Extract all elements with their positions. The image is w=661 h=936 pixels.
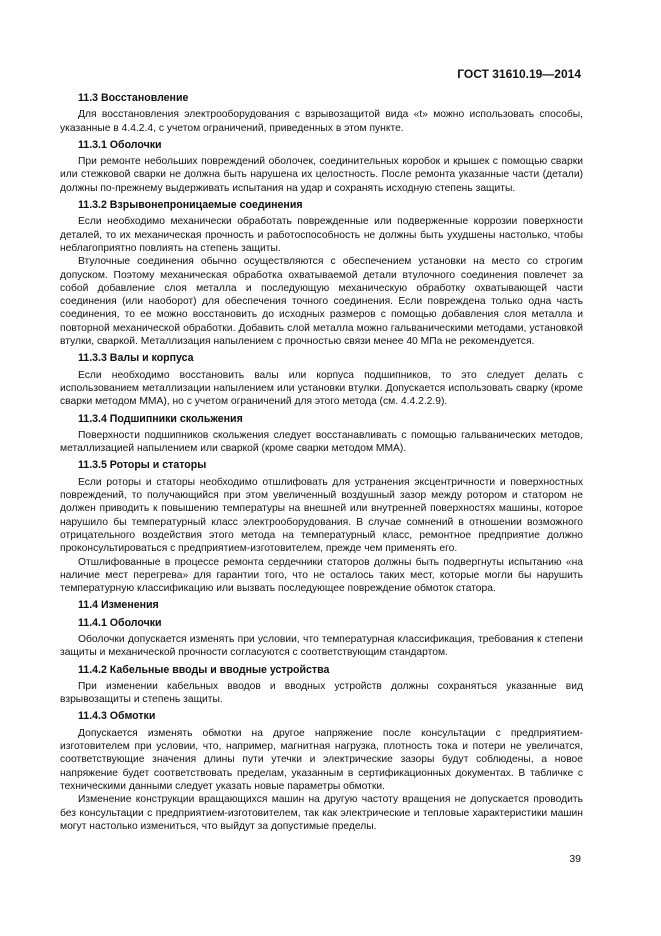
section-heading: 11.3.5 Роторы и статоры — [78, 459, 207, 472]
paragraph: Отшлифованные в процессе ремонта сердечники статоров должны быть подвергнуты испытанию «на наличие мест перегрева» для гарантии того, что не осталось таких мест, которые могли бы нарушить температурную классификацию или вызвать последующее повреждение обмоток статора. — [60, 556, 583, 595]
paragraph: Если роторы и статоры необходимо отшлифовать для устранения эксцентричности и поверхностных повреждений, то получающийся при этом увеличенный воздушный зазор между ротором и статором не должен приводить к повышению температуры на внешней или внутренней поверхностях машины, которое нарушило бы температурный класс электрооборудования. В случае сомнений в отношении возможного отрицательного воздействия этого метода на температурный класс, ремонтное предприятие должно проконсультироваться с предприятием-изготовителем, прежде чем применять его. — [60, 476, 583, 555]
paragraph: Оболочки допускается изменять при условии, что температурная классификация, требования к степени защиты и механической прочности согласуются с соответствующим стандартом. — [60, 633, 583, 659]
paragraph: При изменении кабельных вводов и вводных устройств должны сохраняться указанные вид взрывозащиты и степень защиты. — [60, 680, 583, 706]
document-body — [60, 92, 583, 833]
paragraph: Изменение конструкции вращающихся машин на другую частоту вращения не допускается проводить без консультации с предприятием-изготовителем, так как электрические и тепловые характеристики машин могут настолько измениться, что выйдут за допустимые пределы. — [60, 794, 583, 832]
section-heading: 11.3.3 Валы и корпуса — [78, 352, 194, 365]
paragraph: При ремонте небольших повреждений оболочек, соединительных коробок и крышек с помощью сварки или стежковой сварки не должна быть нарушена их целостность. После ремонта указанные части (детали) должны по-прежнему выдерживать испытания на удар и сохранять исходную степень защиты. — [60, 156, 583, 194]
section-heading: 11.4.3 Обмотки — [78, 710, 156, 723]
paragraph: Допускается изменять обмотки на другое напряжение после консультации с предприятием-изготовителем при условии, что, например, магнитная нагрузка, плотность тока и потери не увеличатся, соответствующие значения длины пути утечки и электрические зазоры будут соблюдены, а новое напряжение будет соответствовать пределам, указанным в сертификационных документах. В табличке с техническими данными следует указать новые параметры обмотки. — [60, 727, 583, 792]
section-heading: 11.4 Изменения — [78, 599, 159, 612]
paragraph: Поверхности подшипников скольжения следует восстанавливать с помощью гальванических методов, металлизацией напылением или сваркой (кроме сварки методом ММА). — [60, 429, 583, 455]
paragraph: Если необходимо механически обработать поврежденные или подверженные коррозии поверхности деталей, то их механическая прочность и работоспособность не должны быть ухудшены настолько, чтобы неблагоприятно повлиять на степень защиты. — [60, 216, 583, 254]
section-heading: 11.3.4 Подшипники скольжения — [78, 412, 243, 425]
section-heading: 11.3.2 Взрывонепроницаемые соединения — [78, 199, 303, 212]
section-heading: 11.4.2 Кабельные вводы и вводные устройства — [78, 663, 330, 676]
paragraph: Втулочные соединения обычно осуществляются с обеспечением установки на место со строгим допуском. Поэтому механическая обработка охватываемой детали втулочного соединения повлечет за собой добавление слоя металла и последующую механическую обработку охватывающей части соединения (или наоборот) для обеспечения точного соединения. Если повреждена только одна часть соединения, то ее можно восстановить до исходных размеров с помощью добавления слоя металла и повторной механической обработки. Добавить слой металла можно гальваническими методами, установкой втулки, сваркой. Металлизация напылением с прочностью связи менее 40 МПа не рекомендуется. — [60, 256, 583, 348]
page-number: 39 — [569, 853, 581, 865]
section-heading: 11.4.1 Оболочки — [78, 616, 162, 629]
section-heading: 11.3.1 Оболочки — [78, 138, 162, 151]
paragraph: Для восстановления электрооборудования с взрывозащитой вида «t» можно использовать способы, указанные в 4.4.2.4, с учетом ограничений, приведенных в этом пункте. — [60, 109, 583, 134]
section-heading: 11.3 Восстановление — [78, 92, 189, 104]
paragraph: Если необходимо восстановить валы или корпуса подшипников, то это следует делать с использованием металлизации напылением или установки втулки. Допускается использовать сварку (кроме сварки методом ММА), но с учетом ограничений для этого метода (см. 4.4.2.2.9). — [60, 369, 583, 408]
document-header: ГОСТ 31610.19—2014 — [457, 67, 581, 81]
